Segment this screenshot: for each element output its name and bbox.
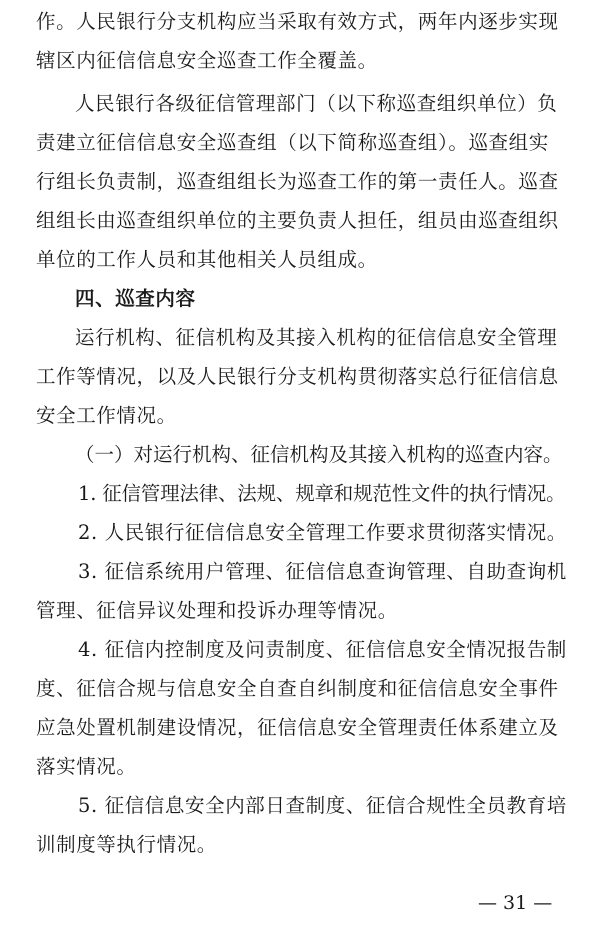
- list-item-continuation: 管理、征信异议处理和投诉办理等情况。: [36, 599, 398, 622]
- paragraph-line: 责建立征信信息安全巡查组（以下简称巡查组）。巡查组实: [36, 131, 549, 154]
- list-item-continuation: 训制度等执行情况。: [36, 833, 217, 856]
- paragraph-line: 行组长负责制，巡查组组长为巡查工作的第一责任人。巡查: [36, 170, 559, 193]
- list-item-continuation: 落实情况。: [36, 755, 137, 778]
- paragraph-line: 作。人民银行分支机构应当采取有效方式，两年内逐步实现: [36, 10, 559, 33]
- list-item: 2. 人民银行征信信息安全管理工作要求贯彻落实情况。: [78, 521, 567, 544]
- paragraph-line: 人民银行各级征信管理部门（以下称巡查组织单位）负: [75, 92, 558, 115]
- list-item: 4. 征信内控制度及问责制度、征信信息安全情况报告制: [78, 638, 567, 661]
- paragraph-line: 辖区内征信信息安全巡查工作全覆盖。: [36, 49, 378, 72]
- list-item-continuation: 度、征信合规与信息安全自查自纠制度和征信信息安全事件: [36, 677, 559, 700]
- paragraph-line: 运行机构、征信机构及其接入机构的征信信息安全管理: [75, 326, 558, 349]
- list-item: 1. 征信管理法律、法规、规章和规范性文件的执行情况。: [78, 482, 566, 505]
- subsection-heading: （一）对运行机构、征信机构及其接入机构的巡查内容。: [75, 443, 563, 466]
- list-item: 5. 征信信息安全内部日查制度、征信合规性全员教育培: [78, 794, 567, 817]
- section-heading: 四、巡查内容: [75, 287, 196, 310]
- list-item: 3. 征信系统用户管理、征信信息查询管理、自助查询机: [78, 560, 567, 583]
- page-number: — 31 —: [478, 892, 553, 914]
- paragraph-line: 安全工作情况。: [36, 404, 177, 427]
- paragraph-line: 单位的工作人员和其他相关人员组成。: [36, 248, 378, 271]
- paragraph-line: 组组长由巡查组织单位的主要负责人担任，组员由巡查组织: [36, 209, 559, 232]
- paragraph-line: 工作等情况，以及人民银行分支机构贯彻落实总行征信信息: [36, 365, 559, 388]
- list-item-continuation: 应急处置机制建设情况，征信信息安全管理责任体系建立及: [36, 716, 559, 739]
